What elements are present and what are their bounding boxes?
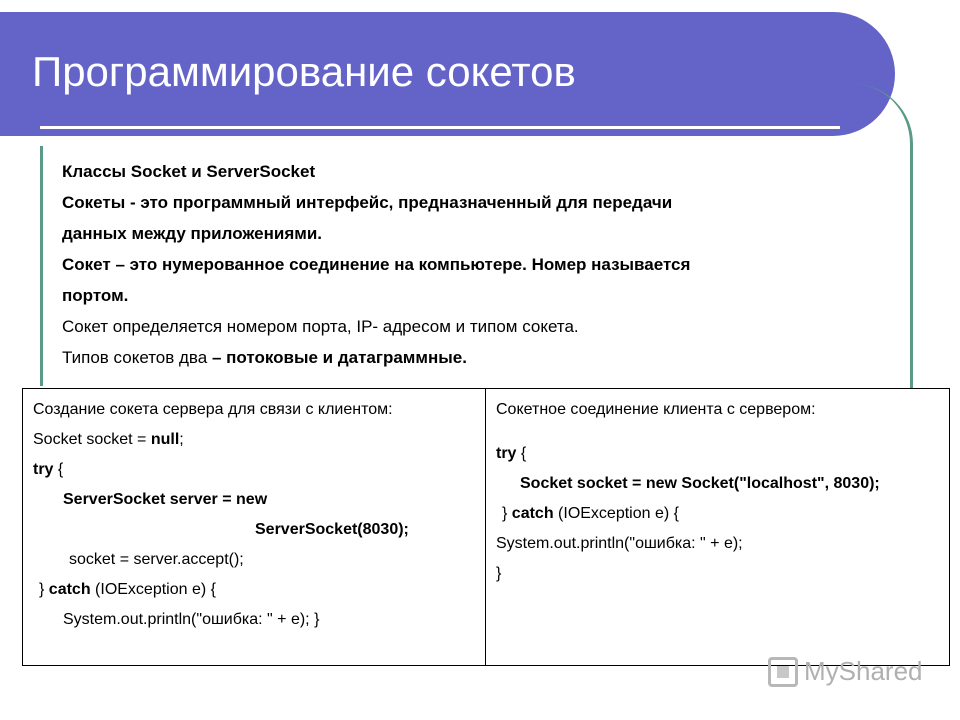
body-line (62, 342, 882, 373)
code-line (33, 579, 475, 601)
code-line (33, 459, 475, 481)
code-text: } (502, 505, 512, 522)
client-header: Сокетное соединение клиента с сервером: (496, 401, 816, 418)
code-line: } (496, 565, 502, 582)
code-line: socket = server.accept(); (69, 551, 244, 568)
code-text: Socket socket = (33, 431, 151, 448)
code-line (33, 429, 475, 451)
body-line: портом. (62, 286, 129, 305)
code-keyword: catch (48, 581, 91, 598)
body-line-bold: – потоковые и датаграммные. (211, 348, 467, 367)
code-line: ServerSocket(8030); (255, 521, 409, 538)
body-heading: Классы Socket и ServerSocket (62, 162, 316, 181)
server-code-cell (23, 389, 486, 665)
myshared-logo-icon (768, 657, 798, 687)
client-code-cell (486, 389, 949, 665)
code-text: (IOException e) { (90, 581, 216, 598)
code-text: ; (179, 431, 184, 448)
body-line-prefix: Типов сокетов два (62, 348, 212, 367)
code-text: } (39, 581, 49, 598)
code-line: System.out.println("ошибка: " + e); } (63, 611, 320, 628)
code-line (496, 503, 939, 525)
code-text: { (53, 461, 64, 478)
slide-body (62, 156, 882, 373)
slide-title: Программирование сокетов (32, 48, 576, 95)
code-line: ServerSocket server = new (63, 491, 268, 508)
body-line: Сокет – это нумерованное соединение на компьютере. Номер называется (62, 255, 691, 274)
code-keyword: null (150, 431, 180, 448)
server-header: Создание сокета сервера для связи с клиентом: (33, 401, 393, 418)
myshared-watermark (768, 656, 923, 687)
code-keyword: try (496, 445, 517, 462)
body-line: Сокеты - это программный интерфейс, предназначенный для передачи (62, 193, 673, 212)
code-text: { (516, 445, 527, 462)
code-line: System.out.println("ошибка: " + e); (496, 535, 743, 552)
body-line: данных между приложениями. (62, 224, 323, 243)
code-keyword: try (33, 461, 54, 478)
code-line (496, 443, 939, 465)
code-line: Socket socket = new Socket("localhost", 8030); (520, 475, 880, 492)
body-line: Сокет определяется номером порта, IP- адресом и типом сокета. (62, 317, 579, 336)
watermark-text: MyShared (804, 656, 923, 686)
code-text: (IOException e) { (553, 505, 679, 522)
code-keyword: catch (511, 505, 554, 522)
code-table (22, 388, 950, 666)
slide-frame-left (40, 146, 43, 386)
